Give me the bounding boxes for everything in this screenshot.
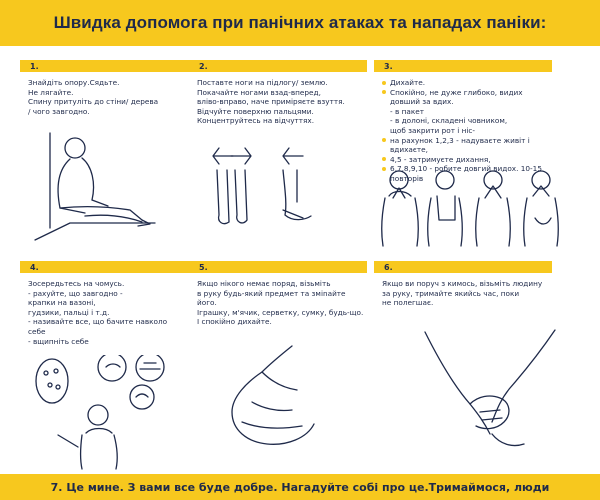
focus-objects-illustration [30, 355, 170, 471]
step-bullet: на рахунок 1,2,3 - надуваєте живіт і вдихаєте, [382, 136, 552, 155]
step-number-bar: 1. [20, 60, 198, 72]
footer-text: 7. Це мине. З вами все буде добре. Нагадуйте собі про це.Тримаймося, люди [50, 480, 550, 494]
step-number-bar: 6. [374, 261, 552, 273]
step-number-bar: 4. [20, 261, 198, 273]
step-line: - в пакет [390, 106, 424, 116]
step-line: в руку будь-який предмет та змinaйте його. [197, 288, 346, 308]
step-line: Поставте ноги на підлогу/ землю. [197, 78, 328, 87]
step-line: - називайте все, що бачите навколо [28, 317, 168, 327]
step-line: - рахуйте, що завгодно - [28, 288, 123, 298]
step-line: щоб закрити рот і ніс- [390, 125, 476, 135]
step-bullet: Дихайте. [382, 78, 552, 88]
step-line: І спокійно дихайте. [197, 317, 272, 327]
footer-banner [0, 474, 600, 500]
step-bullet: 6,7,8,9,10 - робите довгий видох. 10-15 повторів [382, 164, 552, 183]
step-line: Іграшку, м'ячик, серветку, сумку, будь-що. [197, 307, 364, 317]
step-line: Якщо нікого немає поряд, візьміть [197, 279, 331, 288]
step-line: Не лягайте. [28, 87, 74, 97]
step-panel-5 [189, 261, 367, 327]
step-line: / чого завгодно. [28, 106, 90, 116]
step-line: Зосередьтесь на чомусь. [28, 279, 125, 288]
step-line: Покачайте ногами взад-вперед, [197, 87, 321, 97]
step-number-bar: 5. [189, 261, 367, 273]
step-panel-4 [20, 261, 198, 346]
step-bullet: Спокійно, не дуже глибоко, видих довший за вдих. [382, 88, 552, 107]
step-number-bar: 2. [189, 60, 367, 72]
step-line: вліво-вправо, наче приміряєте взуття. [197, 97, 345, 107]
step-text [374, 72, 552, 184]
step-line: - вщипніть себе [28, 336, 89, 346]
step-text [20, 72, 198, 116]
step-line: себе [28, 326, 46, 336]
step-text [189, 72, 367, 126]
page-title: Швидка допомога при панічних атаках та нападах паніки: [53, 13, 547, 32]
step-panel-3 [374, 60, 552, 184]
seated-person-illustration [30, 128, 160, 248]
step-line: Концентруйтесь на відчуттях. [197, 116, 315, 126]
step-text [20, 273, 198, 346]
step-number-bar: 3. [374, 60, 552, 72]
feet-on-floor-illustration [205, 140, 325, 240]
step-line: за руку, тримайте якийсь час, поки [382, 288, 520, 298]
step-line: крапки на вазоні, [28, 298, 96, 308]
step-bullet: 4,5 - затримуєте дихання, [382, 155, 552, 165]
step-panel-1 [20, 60, 198, 116]
step-panel-2 [189, 60, 367, 126]
squeezing-hand-illustration [222, 342, 322, 448]
step-panel-6 [374, 261, 552, 308]
step-line: не полегшає. [382, 298, 434, 308]
step-line: Якщо ви поруч з кимось, візьміть людину [382, 279, 543, 288]
step-line: гудзики, пальці і т.д. [28, 307, 110, 317]
header-banner [0, 0, 600, 46]
step-text [374, 273, 552, 308]
step-line: Спину притуліть до стіни/ дерева [28, 97, 159, 107]
step-line: Знайдіть опору.Сядьте. [28, 78, 120, 87]
step-text [189, 273, 367, 327]
step-line: Відчуйте поверхню пальцями. [197, 106, 314, 116]
holding-hands-illustration [420, 322, 560, 452]
breathing-figures-illustration [375, 168, 570, 250]
step-line: - в долоні, складені човником, [390, 116, 508, 126]
